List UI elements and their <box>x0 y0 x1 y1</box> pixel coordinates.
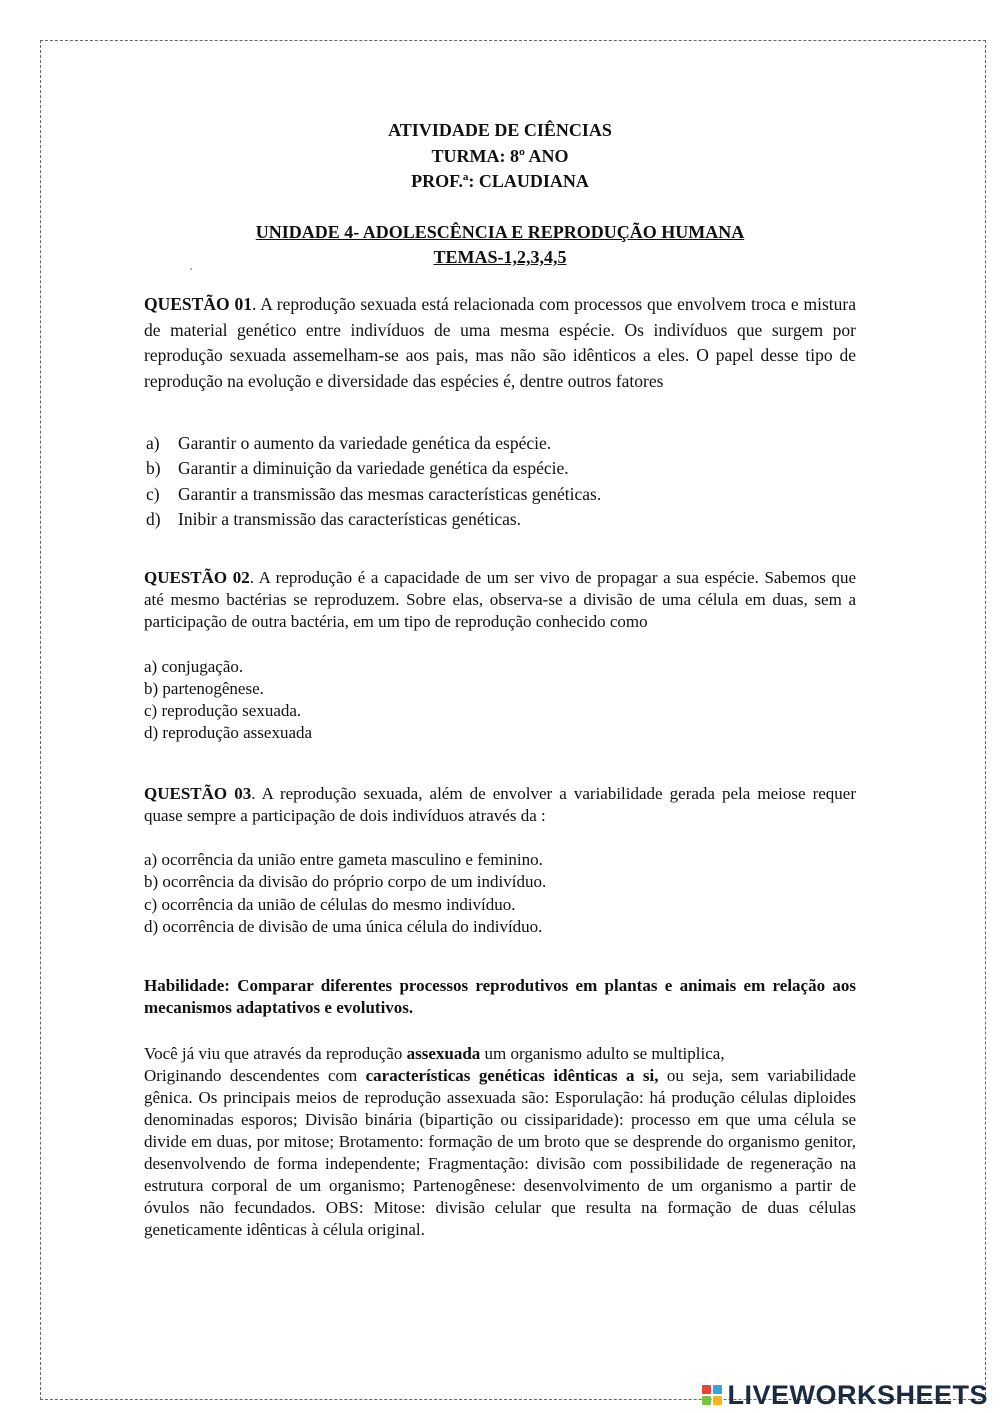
logo-square-yellow <box>713 1396 722 1405</box>
unit-themes: TEMAS-1,2,3,4,5 <box>433 247 567 267</box>
question-02-label: QUESTÃO 02 <box>144 568 250 587</box>
stray-dot <box>190 268 192 270</box>
question-01-label: QUESTÃO 01 <box>144 294 252 314</box>
question-02-text: . A reprodução é a capacidade de um ser vivo de propagar a sua espécie. Sabemos que até mesmo bactérias se reproduzem. Sobre elas, observa-se a divisão de uma célula em duas, sem a participação de outra bactéria, em um tipo de reprodução conhecido como <box>144 568 856 631</box>
question-03 <box>144 783 856 827</box>
skill-statement: Habilidade: Comparar diferentes processos reprodutivos em plantas e animais em relação aos mecanismos adaptativos e evolutivos. <box>144 976 856 1017</box>
question-01-option-d[interactable]: d) Inibir a transmissão das características genéticas. <box>146 508 522 529</box>
question-01-option-a[interactable]: a) Garantir o aumento da variedade genética da espécie. <box>146 433 552 453</box>
explanation-line-1: Você já viu que através da reprodução assexuada um organismo adulto se multiplica, <box>144 1044 725 1063</box>
question-01-options <box>144 431 856 532</box>
question-03-options <box>144 849 856 938</box>
question-03-option-a[interactable]: a) ocorrência da união entre gameta masculino e feminino. <box>144 850 543 869</box>
header-class: TURMA: 8º ANO <box>431 145 569 166</box>
question-01-text: . A reprodução sexuada está relacionada com processos que envolvem troca e mistura de material genético entre indivíduos de uma mesma espécie. Os indivíduos que surgem por reprodução sexuada assemelham-se aos pais, mas não são idênticos a eles. O papel desse tipo de reprodução na evolução e diversidade das espécies é, dentre outros fatores <box>144 294 857 391</box>
question-03-text: . A reprodução sexuada, além de envolver a variabilidade gerada pela meiose requer quase sempre a participação de dois indivíduos através da : <box>144 784 856 825</box>
question-03-option-c[interactable]: c) ocorrência da união de células do mesmo indivíduo. <box>144 894 516 914</box>
question-02-option-c[interactable]: c) reprodução sexuada. <box>144 701 302 720</box>
question-01 <box>144 292 856 394</box>
explanation-paragraph: Originando descendentes com características genéticas idênticas a si, ou seja, sem variabilidade gênica. Os principais meios de reprodução assexuada são: Esporulação: há produção células diploides denominadas esporos; Divisão binária (bipartição ou cissiparidade): processo em que uma célula se divide em duas, por mitose; Brotamento: formação de um broto que se desprende do organismo genitor, desenvolvendo de forma independente; Fragmentação: divisão com possibilidade de regeneração na estrutura corporal de um organismo; Partenogênese: desenvolvimento de um organismo a partir de óvulos não fecundados. OBS: Mitose: divisão celular que resulta na formação de duas células geneticamente idênticas à célula original. <box>144 1066 856 1239</box>
header-title: ATIVIDADE DE CIÊNCIAS <box>388 120 612 140</box>
logo-square-green <box>702 1396 711 1405</box>
logo-square-blue <box>713 1385 722 1394</box>
question-03-option-d[interactable]: d) ocorrência de divisão de uma única célula do indivíduo. <box>144 916 543 936</box>
question-01-option-c[interactable]: c) Garantir a transmissão das mesmas características genéticas. <box>146 483 602 504</box>
header-teacher: PROF.ª: CLAUDIANA <box>411 171 589 191</box>
question-02 <box>144 567 856 633</box>
logo-squares-icon <box>702 1385 722 1405</box>
question-02-option-b[interactable]: b) partenogênese. <box>144 679 264 698</box>
question-03-option-b[interactable]: b) ocorrência da divisão do próprio corpo de um indivíduo. <box>144 872 547 892</box>
logo-square-red <box>702 1385 711 1394</box>
question-03-label: QUESTÃO 03 <box>144 784 252 803</box>
question-02-option-a[interactable]: a) conjugação. <box>144 657 244 676</box>
document-header <box>144 118 856 195</box>
explanation-text <box>144 1043 856 1241</box>
question-02-options <box>144 656 856 744</box>
liveworksheets-logo[interactable] <box>702 1380 988 1410</box>
logo-text: LIVEWORKSHEETS <box>727 1379 988 1410</box>
unit-heading <box>144 220 856 270</box>
unit-title: UNIDADE 4- ADOLESCÊNCIA E REPRODUÇÃO HUMANA <box>255 222 745 242</box>
question-01-option-b[interactable]: b) Garantir a diminuição da variedade genética da espécie. <box>146 458 569 479</box>
question-02-option-d[interactable]: d) reprodução assexuada <box>144 723 313 742</box>
